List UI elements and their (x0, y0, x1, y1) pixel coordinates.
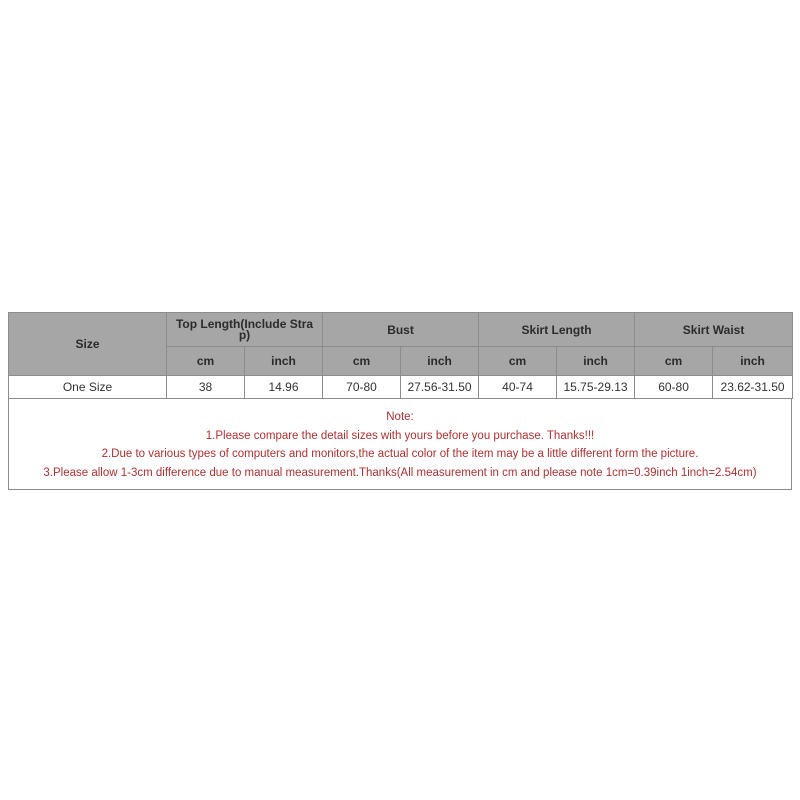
notes-box (8, 399, 792, 490)
skirt-length-header: Skirt Length (479, 313, 635, 347)
unit-header-inch: inch (245, 347, 323, 376)
bust-header: Bust (323, 313, 479, 347)
bust-cm-cell: 70-80 (323, 376, 401, 399)
size-column-header: Size (9, 313, 167, 376)
skirt-length-inch-cell: 15.75-29.13 (557, 376, 635, 399)
bust-inch-cell: 27.56-31.50 (401, 376, 479, 399)
unit-header-inch: inch (557, 347, 635, 376)
unit-header-inch: inch (713, 347, 793, 376)
top-length-cm-cell: 38 (167, 376, 245, 399)
unit-header-cm: cm (635, 347, 713, 376)
notes-title: Note: (386, 411, 414, 423)
skirt-waist-inch-cell: 23.62-31.50 (713, 376, 793, 399)
unit-header-cm: cm (479, 347, 557, 376)
top-length-header-line2: p) (238, 327, 251, 342)
skirt-length-cm-cell: 40-74 (479, 376, 557, 399)
top-length-header-line1: Top Length(Include Stra (175, 316, 314, 331)
unit-header-cm: cm (323, 347, 401, 376)
table-header-row (9, 313, 793, 347)
note-line-3: 3.Please allow 1-3cm difference due to manual measurement.Thanks(All measurement in cm and please note 1cm=0.39inch 1inch=2.54cm) (43, 466, 757, 479)
note-line-1: 1.Please compare the detail sizes with yours before you purchase. Thanks!!! (205, 429, 595, 442)
table-row (9, 376, 793, 399)
top-length-header (167, 313, 323, 347)
top-length-inch-cell: 14.96 (245, 376, 323, 399)
unit-header-cm: cm (167, 347, 245, 376)
size-chart (8, 312, 792, 490)
size-cell: One Size (9, 376, 167, 399)
note-line-2: 2.Due to various types of computers and monitors,the actual color of the item may be a little different form the picture. (101, 448, 699, 460)
skirt-waist-cm-cell: 60-80 (635, 376, 713, 399)
skirt-waist-header: Skirt Waist (635, 313, 793, 347)
size-table (8, 312, 793, 399)
unit-header-inch: inch (401, 347, 479, 376)
